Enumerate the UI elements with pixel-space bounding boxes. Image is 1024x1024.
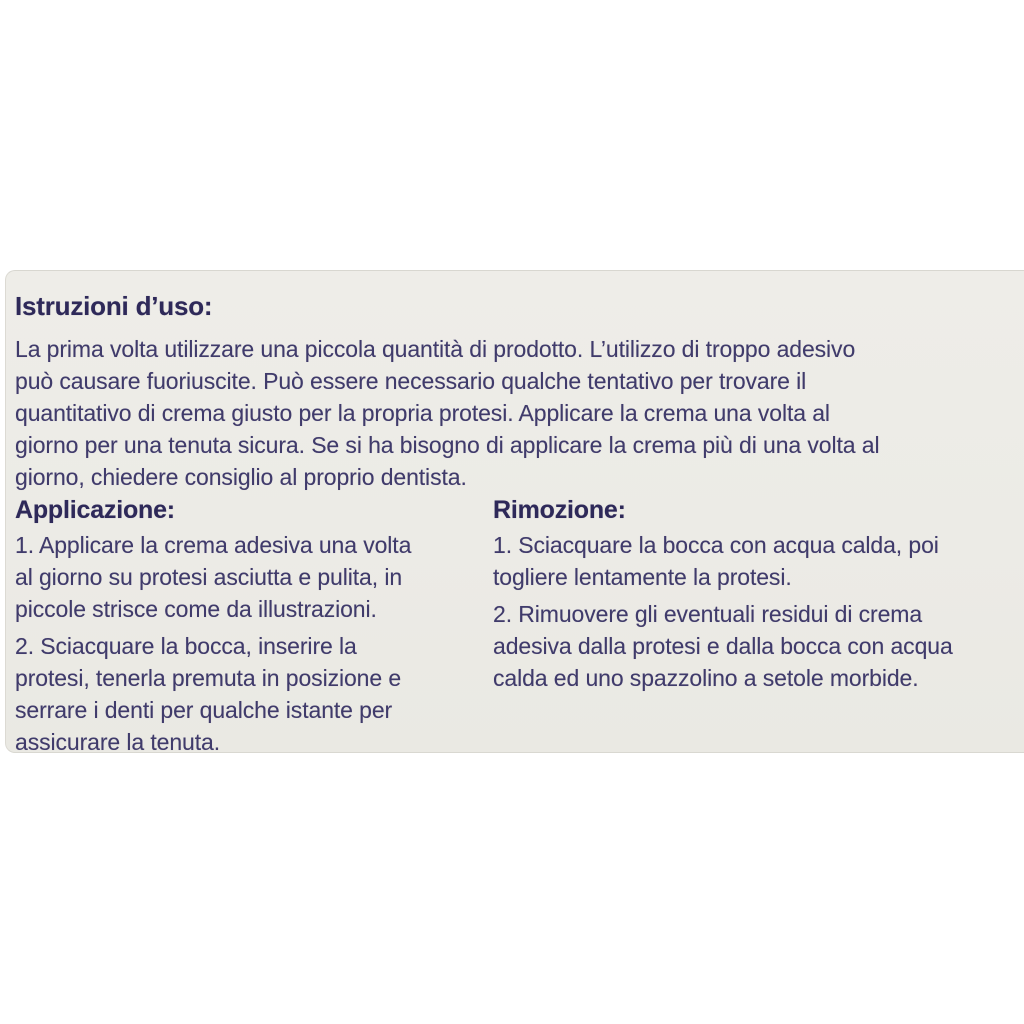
step-line: adesiva dalla protesi e dalla bocca con acqua: [493, 633, 953, 659]
step-line: assicurare la tenuta.: [15, 729, 221, 755]
removal-heading: Rimozione:: [493, 496, 626, 524]
removal-steps: [493, 529, 1024, 694]
step-line: 2. Sciacquare la bocca, inserire la: [15, 633, 357, 659]
step-line: 2. Rimuovere gli eventuali residui di crema: [493, 601, 923, 627]
intro-line: quantitativo di crema giusto per la propria protesi. Applicare la crema una volta al: [15, 400, 830, 426]
application-column: [15, 495, 493, 758]
step-line: togliere lentamente la protesi.: [493, 564, 792, 590]
intro-line: giorno, chiedere consiglio al proprio dentista.: [15, 464, 467, 490]
step-line: protesi, tenerla premuta in posizione e: [15, 665, 402, 691]
removal-step-1: [493, 529, 1024, 593]
instructions-title: Istruzioni d’uso:: [15, 291, 213, 321]
intro-line: giorno per una tenuta sicura. Se si ha bisogno di applicare la crema più di una volta al: [15, 432, 880, 458]
step-line: al giorno su protesi asciutta e pulita, in: [15, 564, 403, 590]
step-line: serrare i denti per qualche istante per: [15, 697, 393, 723]
removal-step-2: [493, 598, 1024, 694]
application-step-2: [15, 630, 493, 758]
application-heading: Applicazione:: [15, 496, 175, 524]
intro-paragraph: [15, 333, 1024, 493]
step-line: 1. Applicare la crema adesiva una volta: [15, 532, 412, 558]
step-line: calda ed uno spazzolino a setole morbide.: [493, 665, 919, 691]
instructions-panel: [5, 270, 1024, 753]
instructions-columns: [15, 495, 1024, 758]
step-line: 1. Sciacquare la bocca con acqua calda, poi: [493, 532, 939, 558]
intro-line: La prima volta utilizzare una piccola quantità di prodotto. L’utilizzo di troppo adesivo: [15, 336, 856, 362]
application-step-1: [15, 529, 493, 625]
step-line: piccole strisce come da illustrazioni.: [15, 596, 377, 622]
intro-line: può causare fuoriuscite. Può essere necessario qualche tentativo per trovare il: [15, 368, 807, 394]
application-steps: [15, 529, 493, 758]
removal-column: [493, 495, 1024, 758]
